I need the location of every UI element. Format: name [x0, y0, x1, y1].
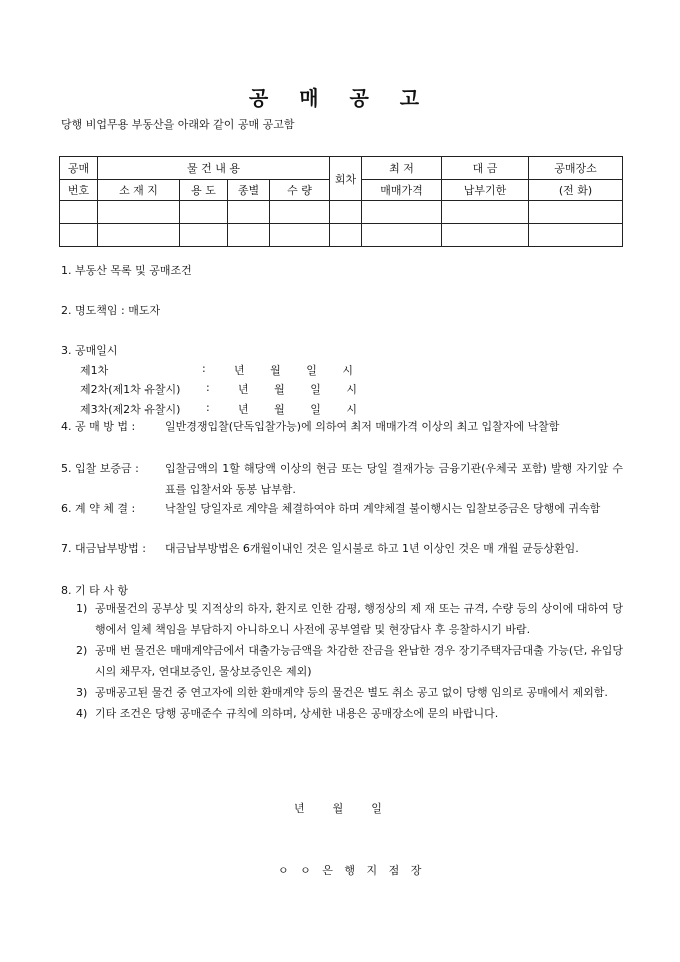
section-5-text: 입찰금액의 1할 해당액 이상의 현금 또는 당일 결재가능 금융기관(우체국 포함) 발행 자기앞 수표를 입찰서와 동봉 납부함. [165, 462, 623, 496]
round-3-sep: : [206, 401, 210, 414]
round-3-datetime: 년 월 일 시 [238, 403, 357, 416]
table-row [60, 224, 623, 247]
notice-title: 공 매 공 고 [248, 86, 432, 110]
header-place-2: (전 화) [529, 180, 623, 201]
header-item: 물 건 내 용 [98, 157, 330, 180]
footer-date: 년 월 일 [294, 802, 382, 815]
header-type: 종별 [228, 180, 270, 201]
section-2: 2. 명도책임 : 매도자 [61, 304, 161, 317]
section-6-text: 낙찰일 당일자로 계약을 체결하여야 하며 계약체결 불이행시는 입찰보증금은 당행에 귀속함 [165, 502, 601, 515]
header-min-price-2: 매매가격 [362, 180, 442, 201]
header-number-1: 공매 [60, 157, 98, 180]
round-2-datetime: 년 월 일 시 [238, 383, 357, 396]
section-4-label: 4. 공 매 방 법 : [61, 420, 136, 433]
header-location: 소 재 지 [98, 180, 180, 201]
section-7-label: 7. 대금납부방법 : [61, 542, 146, 555]
section-5-label: 5. 입찰 보증금 : [61, 462, 139, 475]
section-4 [61, 416, 623, 437]
section-8-list [76, 598, 623, 724]
table-row [60, 201, 623, 224]
list-item: 1) 공매물건의 공부상 및 지적상의 하자, 환지로 인한 감평, 행정상의 제 재 또는 규격, 수량 등의 상이에 대하여 당행에서 일체 책임을 부담하지 아니하오니 사전에 공부열람 및 현장답사 후 응찰하시기 바람. [76, 602, 623, 636]
header-payment-2: 납부기한 [442, 180, 529, 201]
header-quantity: 수 량 [270, 180, 330, 201]
section-3-head: 3. 공매일시 [61, 344, 118, 357]
round-1-label: 제1차 [80, 364, 109, 377]
header-number-2: 번호 [60, 180, 98, 201]
header-round: 회차 [330, 157, 362, 201]
section-7-text: 대금납부방법은 6개월이내인 것은 일시불로 하고 1년 이상인 것은 매 개월 균등상환임. [165, 542, 579, 555]
round-3-label: 제3차(제2차 유찰시) [80, 403, 181, 416]
list-item: 2) 공매 번 물건은 매매계약금에서 대출가능금액을 차감한 잔금을 완납한 경우 장기주택자금대출 가능(단, 유입당시의 채무자, 연대보증인, 물상보증인은 제외) [76, 644, 623, 678]
header-min-price-1: 최 저 [362, 157, 442, 180]
round-2-sep: : [206, 381, 210, 394]
header-place-1: 공매장소 [529, 157, 623, 180]
list-item: 3) 공매공고된 물건 중 연고자에 의한 환매계약 등의 물건은 별도 취소 공고 없이 당행 임의로 공매에서 제외함. [76, 686, 608, 699]
list-item: 4) 기타 조건은 당행 공매준수 규칙에 의하며, 상세한 내용은 공매장소에 문의 바랍니다. [76, 707, 499, 720]
footer-signature: ㅇ ㅇ 은 행 지 점 장 [278, 864, 426, 877]
section-8-head: 8. 기 타 사 항 [61, 584, 128, 597]
section-6-label: 6. 계 약 체 결 : [61, 502, 136, 515]
round-2-label: 제2차(제1차 유찰시) [80, 383, 181, 396]
header-use: 용 도 [180, 180, 228, 201]
section-5 [61, 458, 623, 500]
round-1-datetime: 년 월 일 시 [234, 364, 353, 377]
header-payment-1: 대 금 [442, 157, 529, 180]
section-4-text: 일반경쟁입찰(단독입찰가능)에 의하여 최저 매매가격 이상의 최고 입찰자에 낙찰함 [165, 420, 560, 433]
property-table [59, 156, 623, 247]
section-1: 1. 부동산 목록 및 공매조건 [61, 264, 192, 277]
round-1-sep: : [202, 362, 206, 375]
notice-subtitle: 당행 비업무용 부동산을 아래와 같이 공매 공고함 [61, 118, 295, 131]
section-7 [61, 538, 623, 559]
section-6 [61, 498, 623, 519]
